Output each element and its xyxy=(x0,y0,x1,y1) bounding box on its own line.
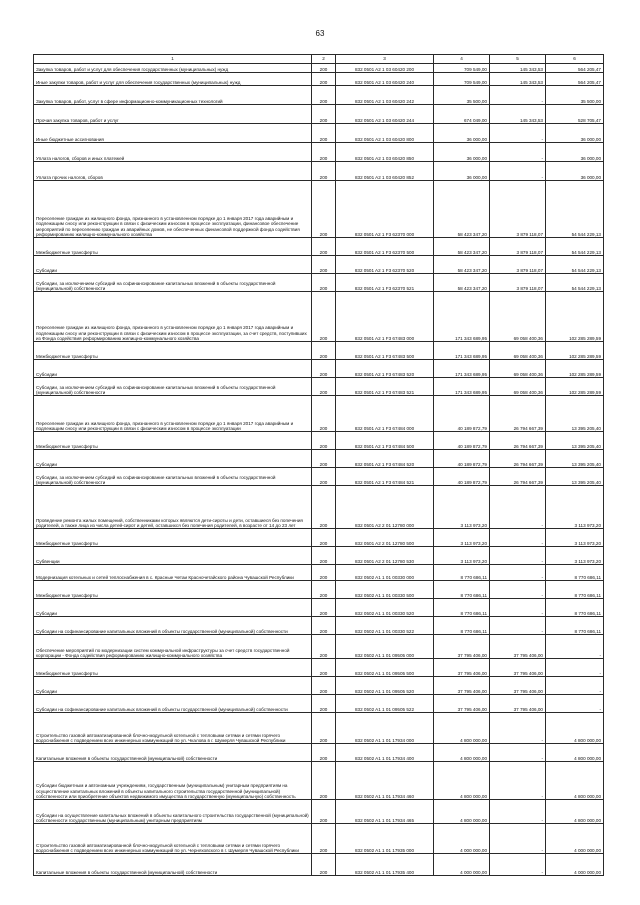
row-line-code-cell: 200 xyxy=(312,64,336,73)
row-remaining-cell: 8 770 686,11 xyxy=(546,581,604,599)
table-row xyxy=(34,635,604,659)
table-row xyxy=(34,378,604,396)
table-row xyxy=(34,854,604,876)
row-budget-code-cell: 832 0501 A2 1 F3 67484 520 xyxy=(336,450,434,468)
row-budget-code-cell: 832 0502 A1 1 01 00330 522 xyxy=(336,617,434,635)
table-row xyxy=(34,762,604,800)
row-name-cell: Проведение ремонта жилых помещений, собственниками которых являются дети-сироты и дети, оставшиеся без попечения родителей, а также лица из числа детей-сирот и детей, оставшихся без попечения родителей, в возрасте от 14 до 23 лет xyxy=(34,486,312,529)
table-row xyxy=(34,124,604,143)
row-approved-cell: 4 000 000,00 xyxy=(434,854,490,876)
row-executed-cell: 26 794 667,39 xyxy=(490,396,546,432)
row-budget-code-cell: 832 0502 A1 1 01 00330 000 xyxy=(336,565,434,581)
row-budget-code-cell: 832 0502 A1 1 01 17935 000 xyxy=(336,824,434,854)
row-name-cell: Межбюджетные трансферты xyxy=(34,659,312,677)
row-name-cell: Модернизация котельных и сетей теплоснабжения в с. Красные Четаи Красночетайского района Чувашской Республики xyxy=(34,565,312,581)
row-budget-code-cell: 832 0502 A1 1 01 17934 400 xyxy=(336,744,434,762)
table-body xyxy=(34,64,604,876)
table-row xyxy=(34,342,604,360)
row-budget-code-cell: 832 0501 A2 1 F3 62370 521 xyxy=(336,274,434,292)
row-remaining-cell: 13 395 205,40 xyxy=(546,468,604,486)
row-approved-cell: 37 795 406,00 xyxy=(434,695,490,713)
row-budget-code-cell: 832 0502 A1 1 01 09505 500 xyxy=(336,659,434,677)
table-row xyxy=(34,162,604,181)
row-budget-code-cell: 832 0501 A2 1 F3 67483 500 xyxy=(336,342,434,360)
row-budget-code-cell: 832 0501 A2 1 F3 62370 520 xyxy=(336,256,434,274)
row-name-cell: Межбюджетные трансферты xyxy=(34,581,312,599)
table-row xyxy=(34,599,604,617)
row-approved-cell: 3 113 973,20 xyxy=(434,529,490,547)
row-budget-code-cell: 832 0502 A1 1 01 09505 000 xyxy=(336,635,434,659)
row-remaining-cell: 4 800 000,00 xyxy=(546,800,604,824)
row-name-cell: Прочая закупка товаров, работ и услуг xyxy=(34,105,312,124)
row-name-cell: Субсидии xyxy=(34,256,312,274)
row-remaining-cell: 102 285 289,59 xyxy=(546,292,604,342)
row-name-cell: Межбюджетные трансферты xyxy=(34,342,312,360)
row-approved-cell: 8 770 686,11 xyxy=(434,599,490,617)
row-remaining-cell: 564 205,47 xyxy=(546,64,604,73)
row-approved-cell: 4 800 000,00 xyxy=(434,744,490,762)
row-budget-code-cell: 832 0501 A2 2 01 12780 000 xyxy=(336,486,434,529)
column-header: 1 xyxy=(34,55,312,64)
row-line-code-cell: 200 xyxy=(312,565,336,581)
row-line-code-cell: 200 xyxy=(312,468,336,486)
row-executed-cell: 69 058 400,36 xyxy=(490,360,546,378)
row-remaining-cell: 13 395 205,40 xyxy=(546,396,604,432)
row-line-code-cell: 200 xyxy=(312,162,336,181)
row-line-code-cell: 200 xyxy=(312,529,336,547)
row-name-cell: Субсидии, за исключением субсидий на софинансирование капитальных вложений в объекты государственной (муниципальной) собственности xyxy=(34,274,312,292)
row-budget-code-cell: 832 0501 A2 1 F3 67483 521 xyxy=(336,378,434,396)
row-budget-code-cell: 832 0501 A2 1 03 60420 852 xyxy=(336,162,434,181)
row-remaining-cell: 36 000,00 xyxy=(546,162,604,181)
row-approved-cell: 37 795 406,00 xyxy=(434,635,490,659)
column-header: 4 xyxy=(434,55,490,64)
row-approved-cell: 3 113 973,20 xyxy=(434,547,490,565)
row-executed-cell: 69 058 400,36 xyxy=(490,292,546,342)
row-name-cell: Субсидии, за исключением субсидий на софинансирование капитальных вложений в объекты государственной (муниципальной) собственности xyxy=(34,468,312,486)
row-name-cell: Капитальные вложения в объекты государственной (муниципальной) собственности xyxy=(34,854,312,876)
row-budget-code-cell: 832 0501 A2 1 03 60420 850 xyxy=(336,143,434,162)
row-line-code-cell: 200 xyxy=(312,800,336,824)
row-approved-cell: 4 800 000,00 xyxy=(434,713,490,744)
row-approved-cell: 709 549,00 xyxy=(434,64,490,73)
row-approved-cell: 4 000 000,00 xyxy=(434,824,490,854)
row-executed-cell: - xyxy=(490,486,546,529)
row-name-cell: Субвенции xyxy=(34,547,312,565)
row-approved-cell: 8 770 686,11 xyxy=(434,617,490,635)
row-remaining-cell: 36 000,00 xyxy=(546,124,604,143)
row-line-code-cell: 200 xyxy=(312,677,336,695)
table-row xyxy=(34,800,604,824)
row-line-code-cell: 200 xyxy=(312,181,336,238)
table-row xyxy=(34,713,604,744)
row-line-code-cell: 200 xyxy=(312,274,336,292)
page-number: 63 xyxy=(315,29,325,38)
row-budget-code-cell: 832 0501 A2 2 01 12780 530 xyxy=(336,547,434,565)
table-row xyxy=(34,274,604,292)
table-row xyxy=(34,238,604,256)
row-approved-cell: 58 423 347,20 xyxy=(434,256,490,274)
table-row xyxy=(34,432,604,450)
row-name-cell: Закупка товаров, работ и услуг для обеспечения государственных (муниципальных) нужд xyxy=(34,64,312,73)
row-remaining-cell: 102 285 289,59 xyxy=(546,342,604,360)
row-name-cell: Межбюджетные трансферты xyxy=(34,529,312,547)
row-name-cell: Иные закупки товаров, работ и услуг для обеспечения государственных (муниципальных) нужд xyxy=(34,73,312,86)
row-line-code-cell: 200 xyxy=(312,854,336,876)
row-executed-cell: - xyxy=(490,124,546,143)
row-line-code-cell: 200 xyxy=(312,73,336,86)
table-row xyxy=(34,677,604,695)
row-remaining-cell: 102 285 289,59 xyxy=(546,360,604,378)
row-executed-cell: 3 879 118,07 xyxy=(490,238,546,256)
table-row xyxy=(34,360,604,378)
row-budget-code-cell: 832 0502 A1 1 01 17935 400 xyxy=(336,854,434,876)
row-executed-cell: 145 343,53 xyxy=(490,73,546,86)
row-name-cell: Субсидии, за исключением субсидий на софинансирование капитальных вложений в объекты государственной (муниципальной) собственности xyxy=(34,378,312,396)
row-remaining-cell: 36 000,00 xyxy=(546,143,604,162)
table-row xyxy=(34,744,604,762)
row-executed-cell: - xyxy=(490,800,546,824)
table-row xyxy=(34,105,604,124)
row-remaining-cell: 3 113 973,20 xyxy=(546,529,604,547)
row-name-cell: Субсидии xyxy=(34,599,312,617)
row-executed-cell: - xyxy=(490,565,546,581)
row-line-code-cell: 200 xyxy=(312,581,336,599)
row-budget-code-cell: 832 0501 A2 2 01 12780 500 xyxy=(336,529,434,547)
row-approved-cell: 3 113 973,20 xyxy=(434,486,490,529)
row-executed-cell: 145 343,53 xyxy=(490,64,546,73)
row-remaining-cell: 54 544 229,13 xyxy=(546,181,604,238)
row-budget-code-cell: 832 0502 A1 1 01 17934 460 xyxy=(336,762,434,800)
row-approved-cell: 171 343 689,95 xyxy=(434,342,490,360)
row-executed-cell: 145 343,53 xyxy=(490,105,546,124)
table-row xyxy=(34,468,604,486)
row-approved-cell: 171 343 689,95 xyxy=(434,292,490,342)
row-executed-cell: 3 879 118,07 xyxy=(490,256,546,274)
table-row xyxy=(34,73,604,86)
row-approved-cell: 35 500,00 xyxy=(434,86,490,105)
row-budget-code-cell: 832 0501 A2 1 F3 67483 520 xyxy=(336,360,434,378)
row-line-code-cell: 200 xyxy=(312,396,336,432)
row-line-code-cell: 200 xyxy=(312,105,336,124)
row-executed-cell: 37 795 406,00 xyxy=(490,635,546,659)
row-name-cell: Субсидии xyxy=(34,677,312,695)
row-approved-cell: 674 049,00 xyxy=(434,105,490,124)
row-remaining-cell: 3 113 973,20 xyxy=(546,547,604,565)
row-executed-cell: - xyxy=(490,762,546,800)
row-executed-cell: - xyxy=(490,86,546,105)
row-budget-code-cell: 832 0501 A2 1 F3 62370 000 xyxy=(336,181,434,238)
row-approved-cell: 4 800 000,00 xyxy=(434,800,490,824)
row-remaining-cell: 8 770 686,11 xyxy=(546,599,604,617)
row-budget-code-cell: 832 0501 A2 1 F3 67484 000 xyxy=(336,396,434,432)
row-executed-cell: - xyxy=(490,824,546,854)
row-executed-cell: 69 058 400,36 xyxy=(490,378,546,396)
row-executed-cell: - xyxy=(490,529,546,547)
row-remaining-cell: - xyxy=(546,695,604,713)
table-row xyxy=(34,486,604,529)
row-approved-cell: 709 549,00 xyxy=(434,73,490,86)
row-approved-cell: 58 423 347,20 xyxy=(434,238,490,256)
row-budget-code-cell: 832 0501 A2 1 03 60420 800 xyxy=(336,124,434,143)
row-line-code-cell: 200 xyxy=(312,292,336,342)
row-budget-code-cell: 832 0502 A1 1 01 09505 520 xyxy=(336,677,434,695)
table-row xyxy=(34,565,604,581)
row-approved-cell: 171 343 689,95 xyxy=(434,378,490,396)
row-name-cell: Субсидии бюджетным и автономным учреждениям, государственным (муниципальным) унитарным предприятиям на осуществление капитальных вложений в объекты капитального строительства государственной (муниципальной) собственности или приобретение объектов недвижимого имущества в государственную (муниципальную) собственность xyxy=(34,762,312,800)
row-line-code-cell: 200 xyxy=(312,378,336,396)
row-approved-cell: 58 423 347,20 xyxy=(434,181,490,238)
row-name-cell: Капитальные вложения в объекты государственной (муниципальной) собственности xyxy=(34,744,312,762)
row-approved-cell: 36 000,00 xyxy=(434,124,490,143)
table-row xyxy=(34,529,604,547)
row-budget-code-cell: 832 0501 A2 1 F3 67483 000 xyxy=(336,292,434,342)
row-executed-cell: - xyxy=(490,581,546,599)
row-remaining-cell: 564 205,47 xyxy=(546,73,604,86)
column-header: 2 xyxy=(312,55,336,64)
row-name-cell: Субсидии xyxy=(34,450,312,468)
row-remaining-cell: 54 544 229,13 xyxy=(546,238,604,256)
row-line-code-cell: 200 xyxy=(312,695,336,713)
row-line-code-cell: 200 xyxy=(312,744,336,762)
row-remaining-cell: 3 113 973,20 xyxy=(546,486,604,529)
row-budget-code-cell: 832 0502 A1 1 01 09505 522 xyxy=(336,695,434,713)
row-remaining-cell: - xyxy=(546,677,604,695)
row-name-cell: Строительство газовой автоматизированной блочно-модульной котельной с тепловыми сетями и сетями горячего водоснабжения с подведением всех инженерных коммуникаций по ул. Черняховского в г. Шумерля Чувашской Республики xyxy=(34,824,312,854)
row-remaining-cell: 54 544 229,13 xyxy=(546,274,604,292)
row-name-cell: Переселение граждан из жилищного фонда, признанного в установленном порядке до 1 января 2017 года аварийным и подлежащим сносу или реконструкции в связи с физическим износом в процессе эксплуатации, за счет средств, поступивших из Фонда содействия реформированию жилищно-коммунального хозяйства xyxy=(34,292,312,342)
table-row xyxy=(34,292,604,342)
table-row xyxy=(34,396,604,432)
row-line-code-cell: 200 xyxy=(312,86,336,105)
row-line-code-cell: 200 xyxy=(312,824,336,854)
row-budget-code-cell: 832 0501 A2 1 03 60420 242 xyxy=(336,86,434,105)
table-row xyxy=(34,143,604,162)
row-line-code-cell: 200 xyxy=(312,450,336,468)
table-row xyxy=(34,824,604,854)
row-name-cell: Уплата налогов, сборов и иных платежей xyxy=(34,143,312,162)
row-remaining-cell: 13 395 205,40 xyxy=(546,450,604,468)
row-executed-cell: 26 794 667,39 xyxy=(490,450,546,468)
row-approved-cell: 40 189 872,79 xyxy=(434,450,490,468)
row-line-code-cell: 200 xyxy=(312,124,336,143)
row-executed-cell: - xyxy=(490,162,546,181)
row-budget-code-cell: 832 0501 A2 1 03 60420 244 xyxy=(336,105,434,124)
row-executed-cell: 3 879 118,07 xyxy=(490,181,546,238)
row-budget-code-cell: 832 0501 A2 1 03 60420 200 xyxy=(336,64,434,73)
table-row xyxy=(34,695,604,713)
row-name-cell: Субсидии на осуществление капитальных вложений в объекты капитального строительства государственной (муниципальной) собственности государственным (муниципальным) унитарным предприятиям xyxy=(34,800,312,824)
row-name-cell: Строительство газовой автоматизированной блочно-модульной котельной с тепловыми сетями и сетями горячего водоснабжения с подведением всех инженерных коммуникаций по ул. Чкалова в г. Шумерля Чувашской Республики xyxy=(34,713,312,744)
table-row xyxy=(34,86,604,105)
row-approved-cell: 4 800 000,00 xyxy=(434,762,490,800)
row-remaining-cell: 528 705,47 xyxy=(546,105,604,124)
row-budget-code-cell: 832 0501 A2 1 F3 67484 521 xyxy=(336,468,434,486)
row-executed-cell: - xyxy=(490,713,546,744)
row-executed-cell: - xyxy=(490,617,546,635)
row-remaining-cell: 54 544 229,13 xyxy=(546,256,604,274)
table-row xyxy=(34,64,604,73)
table-row xyxy=(34,256,604,274)
row-executed-cell: 26 794 667,39 xyxy=(490,468,546,486)
row-remaining-cell: 102 285 289,59 xyxy=(546,378,604,396)
row-name-cell: Обеспечение мероприятий по модернизации систем коммунальной инфраструктуры за счет средств государственной корпорации - Фонда содействия реформированию жилищно-коммунального хозяйства xyxy=(34,635,312,659)
row-budget-code-cell: 832 0502 A1 1 01 17934 000 xyxy=(336,713,434,744)
row-approved-cell: 58 423 347,20 xyxy=(434,274,490,292)
row-budget-code-cell: 832 0501 A2 1 F3 67484 500 xyxy=(336,432,434,450)
row-remaining-cell: 4 000 000,00 xyxy=(546,854,604,876)
row-line-code-cell: 200 xyxy=(312,659,336,677)
row-line-code-cell: 200 xyxy=(312,432,336,450)
row-budget-code-cell: 832 0501 A2 1 03 60420 240 xyxy=(336,73,434,86)
row-executed-cell: - xyxy=(490,854,546,876)
row-remaining-cell: 4 800 000,00 xyxy=(546,744,604,762)
row-executed-cell: 37 795 406,00 xyxy=(490,659,546,677)
row-approved-cell: 36 000,00 xyxy=(434,162,490,181)
row-remaining-cell: 8 770 686,11 xyxy=(546,565,604,581)
column-header: 5 xyxy=(490,55,546,64)
row-line-code-cell: 200 xyxy=(312,635,336,659)
row-remaining-cell: - xyxy=(546,659,604,677)
table-row xyxy=(34,659,604,677)
row-remaining-cell: 13 395 205,40 xyxy=(546,432,604,450)
row-line-code-cell: 200 xyxy=(312,547,336,565)
row-executed-cell: 3 879 118,07 xyxy=(490,274,546,292)
row-name-cell: Субсидии на софинансирование капитальных вложений в объекты государственной (муниципальной) собственности xyxy=(34,695,312,713)
row-executed-cell: - xyxy=(490,143,546,162)
column-header: 3 xyxy=(336,55,434,64)
row-executed-cell: 37 795 406,00 xyxy=(490,695,546,713)
row-budget-code-cell: 832 0502 A1 1 01 00330 520 xyxy=(336,599,434,617)
budget-table xyxy=(33,54,604,876)
row-approved-cell: 8 770 686,11 xyxy=(434,581,490,599)
row-approved-cell: 40 189 872,79 xyxy=(434,396,490,432)
row-budget-code-cell: 832 0502 A1 1 01 00330 500 xyxy=(336,581,434,599)
row-name-cell: Межбюджетные трансферты xyxy=(34,432,312,450)
row-remaining-cell: 4 000 000,00 xyxy=(546,824,604,854)
table-row xyxy=(34,581,604,599)
row-name-cell: Переселение граждан из жилищного фонда, признанного в установленном порядке до 1 января 2017 года аварийным и подлежащим сносу или реконструкции в связи с физическим износом в процессе эксплуатации xyxy=(34,396,312,432)
row-line-code-cell: 200 xyxy=(312,486,336,529)
row-line-code-cell: 200 xyxy=(312,143,336,162)
row-executed-cell: 26 794 667,39 xyxy=(490,432,546,450)
row-line-code-cell: 200 xyxy=(312,238,336,256)
row-line-code-cell: 200 xyxy=(312,360,336,378)
table-row xyxy=(34,547,604,565)
row-remaining-cell: 4 800 000,00 xyxy=(546,762,604,800)
row-name-cell: Субсидии xyxy=(34,360,312,378)
row-budget-code-cell: 832 0502 A1 1 01 17934 465 xyxy=(336,800,434,824)
row-executed-cell: - xyxy=(490,599,546,617)
table-row xyxy=(34,450,604,468)
row-approved-cell: 8 770 686,11 xyxy=(434,565,490,581)
table-header-row xyxy=(34,55,604,64)
row-line-code-cell: 200 xyxy=(312,713,336,744)
row-approved-cell: 171 343 689,95 xyxy=(434,360,490,378)
column-header: 6 xyxy=(546,55,604,64)
row-remaining-cell: - xyxy=(546,635,604,659)
row-budget-code-cell: 832 0501 A2 1 F3 62370 500 xyxy=(336,238,434,256)
row-line-code-cell: 200 xyxy=(312,599,336,617)
row-remaining-cell: 4 800 000,00 xyxy=(546,713,604,744)
row-line-code-cell: 200 xyxy=(312,256,336,274)
row-name-cell: Иные бюджетные ассигнования xyxy=(34,124,312,143)
row-approved-cell: 37 795 406,00 xyxy=(434,677,490,695)
row-name-cell: Уплата прочих налогов, сборов xyxy=(34,162,312,181)
row-line-code-cell: 200 xyxy=(312,762,336,800)
row-name-cell: Переселение граждан из жилищного фонда, признанного в установленном порядке до 1 января 2017 года аварийным и подлежащим сносу или реконструкции в связи с физическим износом в процессе эксплуатации, финансовое обеспечение мероприятий по переселению граждан из аварийных домов, не обеспеченных финансовой поддержкой фонда содействия реформированию жилищно-коммунального хозяйства xyxy=(34,181,312,238)
row-approved-cell: 40 189 872,79 xyxy=(434,432,490,450)
row-executed-cell: - xyxy=(490,744,546,762)
row-name-cell: Закупка товаров, работ, услуг в сфере информационно-коммуникационных технологий xyxy=(34,86,312,105)
row-remaining-cell: 8 770 686,11 xyxy=(546,617,604,635)
row-approved-cell: 37 795 406,00 xyxy=(434,659,490,677)
row-executed-cell: 69 058 400,36 xyxy=(490,342,546,360)
table-row xyxy=(34,617,604,635)
row-executed-cell: - xyxy=(490,547,546,565)
row-remaining-cell: 35 500,00 xyxy=(546,86,604,105)
row-line-code-cell: 200 xyxy=(312,617,336,635)
row-name-cell: Субсидии на софинансирование капитальных вложений в объекты государственной (муниципальной) собственности xyxy=(34,617,312,635)
row-approved-cell: 40 189 872,79 xyxy=(434,468,490,486)
row-line-code-cell: 200 xyxy=(312,342,336,360)
table-row xyxy=(34,181,604,238)
row-approved-cell: 36 000,00 xyxy=(434,143,490,162)
row-executed-cell: 37 795 406,00 xyxy=(490,677,546,695)
row-name-cell: Межбюджетные трансферты xyxy=(34,238,312,256)
